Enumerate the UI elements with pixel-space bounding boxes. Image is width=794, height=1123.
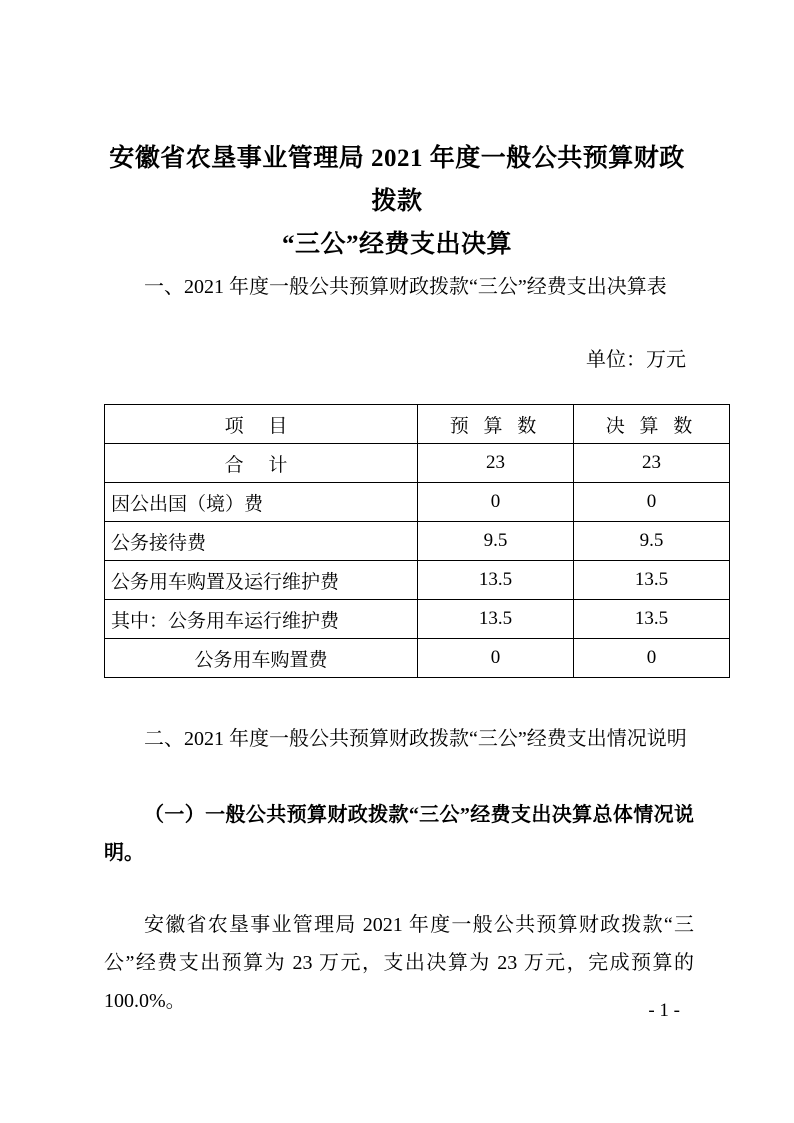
table-header-row bbox=[105, 405, 730, 444]
table-cell-item: 合 计 bbox=[105, 444, 418, 483]
table-row bbox=[105, 639, 730, 678]
table-cell-budget: 23 bbox=[418, 444, 574, 483]
body-paragraph-1: 安徽省农垦事业管理局 2021 年度一般公共预算财政拨款“三公”经费支出预算为 23 万元，支出决算为 23 万元，完成预算的 100.0%。 bbox=[104, 914, 694, 1012]
unit-label: 单位：万元 bbox=[586, 349, 686, 371]
table-row bbox=[105, 561, 730, 600]
table-cell-final: 23 bbox=[574, 444, 730, 483]
table-cell-budget: 0 bbox=[418, 639, 574, 678]
page-title-line-2: “三公”经费支出决算 bbox=[281, 231, 512, 258]
table-cell-item: 公务用车购置及运行维护费 bbox=[105, 561, 418, 600]
table-cell-item: 公务用车购置费 bbox=[105, 639, 418, 678]
table-row bbox=[105, 522, 730, 561]
table-header-budget: 预 算 数 bbox=[418, 405, 574, 444]
table-cell-budget: 13.5 bbox=[418, 600, 574, 639]
section-subheading-2-1: （一）一般公共预算财政拨款“三公”经费支出决算总体情况说明。 bbox=[104, 804, 694, 864]
table-header-item: 项 目 bbox=[105, 405, 418, 444]
table-cell-budget: 0 bbox=[418, 483, 574, 522]
table-row bbox=[105, 444, 730, 483]
table-cell-budget: 13.5 bbox=[418, 561, 574, 600]
table-row bbox=[105, 600, 730, 639]
section-heading-2: 二、2021 年度一般公共预算财政拨款“三公”经费支出情况说明 bbox=[144, 728, 687, 750]
table-cell-item: 公务接待费 bbox=[105, 522, 418, 561]
page-number: - 1 - bbox=[648, 1000, 680, 1021]
table-cell-budget: 9.5 bbox=[418, 522, 574, 561]
table-cell-final: 13.5 bbox=[574, 600, 730, 639]
table-cell-final: 0 bbox=[574, 483, 730, 522]
table-cell-final: 13.5 bbox=[574, 561, 730, 600]
table-cell-item: 其中：公务用车运行维护费 bbox=[105, 600, 418, 639]
table-row bbox=[105, 483, 730, 522]
table-header-final: 决 算 数 bbox=[574, 405, 730, 444]
table-cell-final: 0 bbox=[574, 639, 730, 678]
table-cell-final: 9.5 bbox=[574, 522, 730, 561]
page-title-line-1: 安徽省农垦事业管理局 2021 年度一般公共预算财政拨款 bbox=[109, 145, 685, 215]
table-cell-item: 因公出国（境）费 bbox=[105, 483, 418, 522]
budget-table bbox=[104, 404, 730, 678]
page-title bbox=[104, 137, 690, 266]
section-heading-1: 一、2021 年度一般公共预算财政拨款“三公”经费支出决算表 bbox=[144, 276, 667, 298]
